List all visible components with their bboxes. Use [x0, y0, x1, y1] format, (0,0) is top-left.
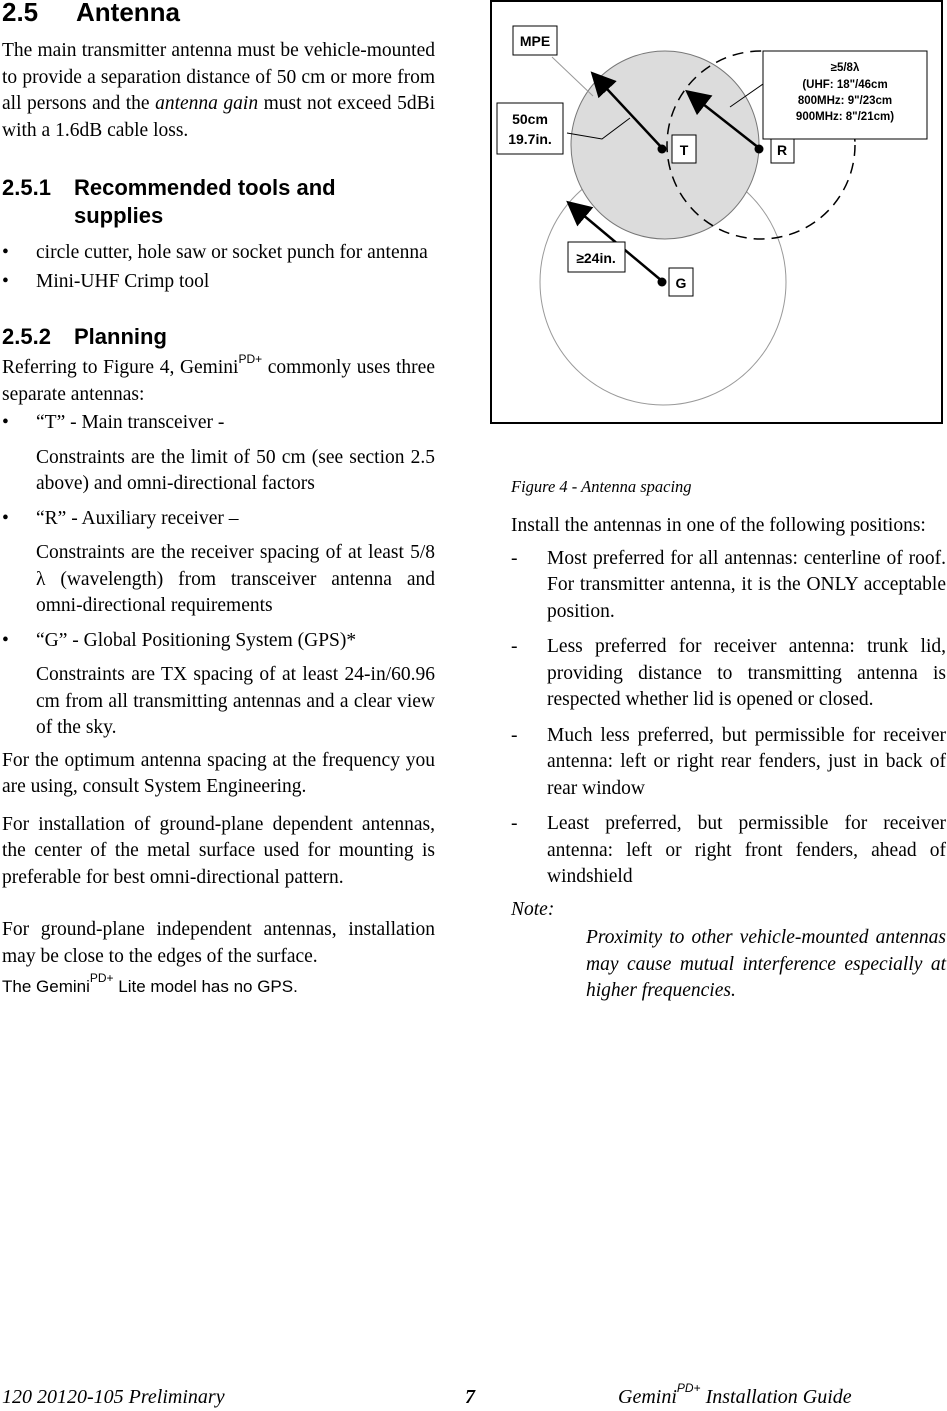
install-options [511, 546, 946, 891]
intro-paragraph [2, 38, 435, 144]
receiver-spacing-900: 900MHz: 8"/21cm) [795, 111, 895, 123]
list-item: - Less preferred for receiver antenna: trunk lid, providing distance to transmitting antenna is respected whether lid is opened or closed. [511, 636, 946, 710]
superscript: PD+ [676, 1381, 701, 1396]
footer-doc-number: 120 20120-105 Preliminary [2, 1386, 225, 1408]
intro-text-end: must not exceed 5dBi with a 1.6dB cable loss. [2, 93, 435, 141]
transceiver-dot [658, 145, 667, 154]
list-item: • Mini-UHF Crimp tool [2, 270, 210, 292]
distance-label-in: 19.7in. [508, 131, 552, 147]
install-intro: Install the antennas in one of the following positions: [511, 515, 926, 536]
receiver-dot [755, 145, 764, 154]
list-item: - Much less preferred, but permissible for receiver antenna: left or right rear fenders, just in back of rear window [511, 724, 946, 799]
list-item-description: Constraints are the receiver spacing of at least 5/8 λ (wavelength) from transceiver antenna and omni-directional requirements [36, 542, 435, 616]
section-heading [2, 0, 435, 26]
superscript: PD+ [89, 971, 114, 986]
note-text: Proximity to other vehicle-mounted antennas may cause mutual interference especially at higher frequencies. [586, 927, 946, 1001]
superscript: PD+ [238, 351, 263, 366]
antenna-list [2, 410, 435, 742]
footer-guide-title: Gemini$^{PD+}$ Installation Guide [618, 1381, 852, 1408]
gps-label: G [675, 275, 687, 291]
tools-list [2, 240, 435, 295]
paragraph-spacing: For the optimum antenna spacing at the frequency you are using, consult System Engineering. [2, 749, 435, 797]
antenna-spacing-figure [490, 0, 943, 424]
right-column [511, 513, 946, 1005]
mpe-label: MPE [519, 33, 551, 49]
tools-number: 2.5.1 [2, 175, 51, 200]
list-item: • “G” - Global Positioning System (GPS)* [2, 629, 357, 651]
tools-heading [2, 174, 435, 230]
list-item: - Least preferred, but permissible for receiver antenna: left or right front fenders, ahead of windshield [511, 813, 946, 887]
left-column [2, 0, 435, 998]
intro-emphasis: antenna gain [155, 93, 259, 114]
receiver-spacing-uhf: (UHF: 18"/46cm [802, 79, 888, 91]
footnote: The Gemini$^{PD+}$ Lite model has no GPS. [2, 971, 298, 996]
list-item: • “T” - Main transceiver - [2, 412, 225, 433]
planning-heading [2, 323, 435, 351]
receiver-spacing-800: 800MHz: 9"/23cm [797, 95, 893, 107]
receiver-spacing-title: ≥5/8λ [830, 62, 860, 74]
list-item-description: Constraints are the limit of 50 cm (see section 2.5 above) and omni-directional factors [36, 446, 435, 494]
figure-diagram [490, 0, 943, 424]
section-title: Antenna [76, 0, 180, 27]
transceiver-label: T [679, 142, 689, 158]
planning-title: Planning [74, 324, 167, 349]
distance-label-cm: 50cm [512, 111, 548, 127]
tools-title-line2: supplies [74, 203, 164, 228]
gps-distance-label: ≥24in. [576, 250, 616, 266]
planning-number: 2.5.2 [2, 324, 51, 349]
list-item: • “R” - Auxiliary receiver – [2, 507, 239, 529]
gps-dot [658, 278, 667, 287]
paragraph-independent: For ground-plane independent antennas, installation may be close to the edges of the surface. [2, 919, 435, 967]
list-item: - Most preferred for all antennas: centerline of roof. For transmitter antenna, it is the ONLY acceptable position. [511, 547, 946, 622]
footer-page-number: 7 [465, 1386, 475, 1408]
note-label: Note: [511, 898, 555, 920]
list-item: • circle cutter, hole saw or socket punch for antenna [2, 242, 428, 263]
receiver-label: R [776, 142, 788, 158]
list-item-description: Constraints are TX spacing of at least 24-in/60.96 cm from all transmitting antennas and a clear view of the sky. [36, 664, 435, 738]
figure-caption: Figure 4 - Antenna spacing [511, 477, 692, 496]
tools-title-line1: Recommended tools and [74, 175, 336, 200]
intro-text: The main transmitter antenna must be vehicle-mounted to provide a separation distance of 50 cm or more from all persons and the [2, 40, 435, 114]
paragraph-ground-plane: For installation of ground-plane dependent antennas, the center of the metal surface used for mounting is preferable for best omni-directional pattern. [2, 813, 435, 888]
planning-intro: Referring to Figure 4, Gemini$^{PD+}$ commonly uses three separate antennas: [2, 351, 435, 405]
section-number: 2.5 [2, 0, 39, 27]
